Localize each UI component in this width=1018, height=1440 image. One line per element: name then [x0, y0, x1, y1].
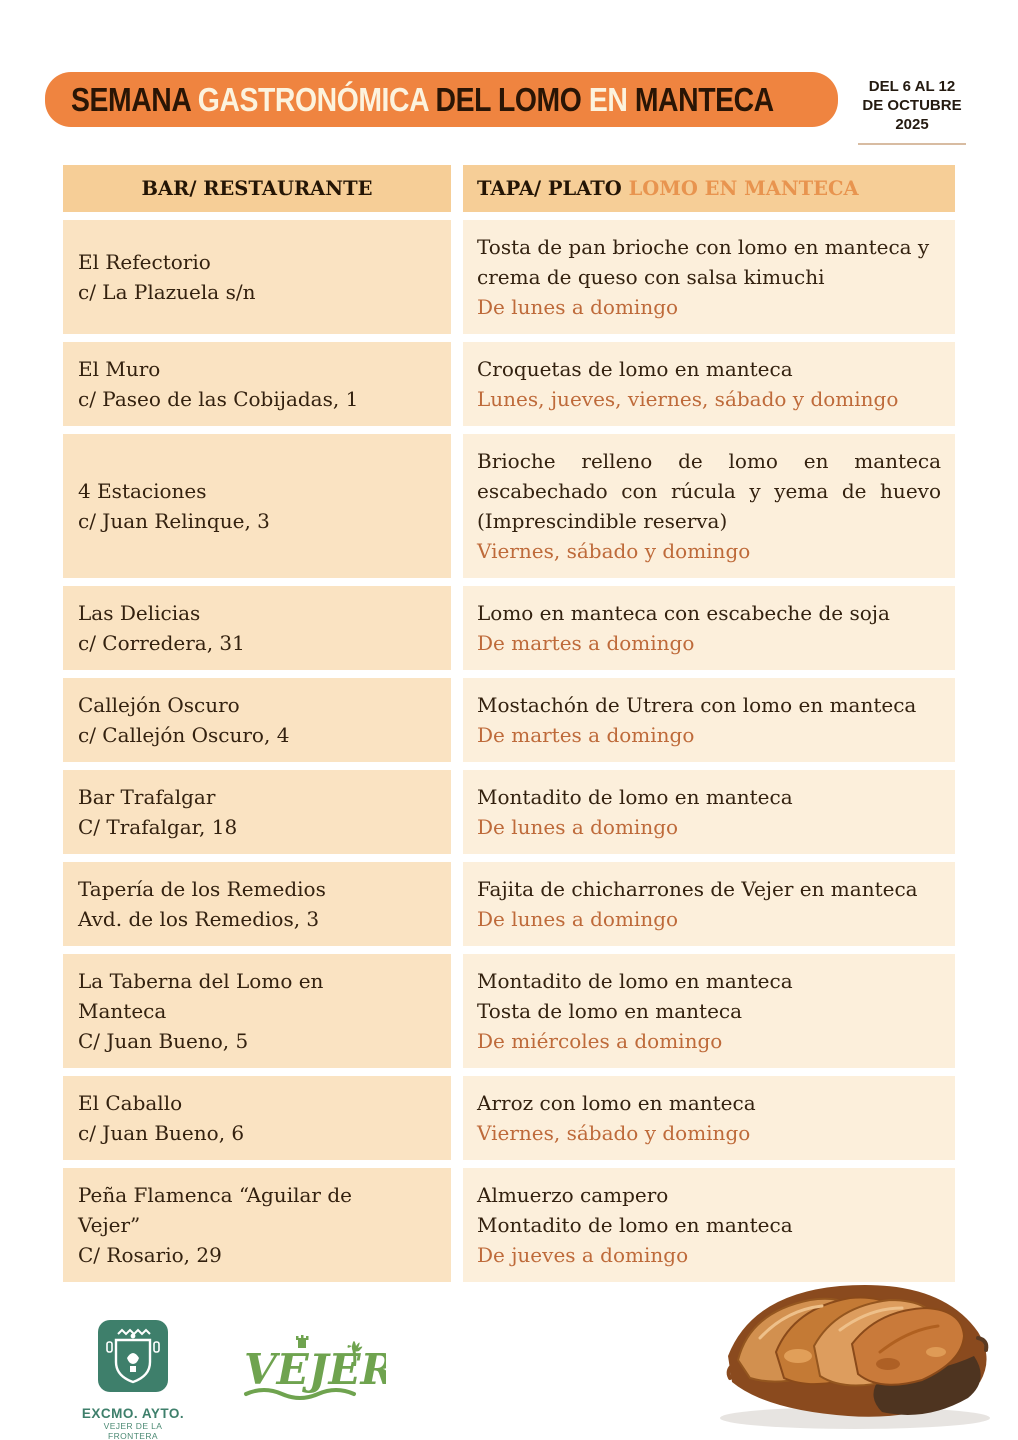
tapa-cell: [463, 954, 955, 1068]
bar-name: 4 Estaciones: [78, 479, 207, 503]
bar-name: Bar Trafalgar: [78, 785, 216, 809]
footer: [78, 1318, 386, 1440]
bar-name: La Taberna del Lomo en Manteca: [78, 969, 324, 1023]
title-segment: SEMANA: [71, 80, 198, 118]
ayuntamiento-logo: [78, 1318, 188, 1440]
bar-cell: [63, 342, 451, 426]
table-row: [63, 862, 955, 946]
table-row: [63, 434, 955, 578]
dish-description: Brioche relleno de lomo en manteca escabechado con rúcula y yema de huevo (Imprescindible reserva): [477, 449, 941, 533]
tapa-cell: [463, 1076, 955, 1160]
bar-name: El Muro: [78, 357, 161, 381]
crest-caption-line2: VEJER DE LA FRONTERA: [103, 1421, 163, 1440]
dish-description: Almuerzo campero: [477, 1183, 669, 1207]
header: [45, 72, 978, 145]
available-days: De miércoles a domingo: [477, 1029, 723, 1053]
bar-name: Las Delicias: [78, 601, 201, 625]
tapa-cell: [463, 678, 955, 762]
table-row: [63, 678, 955, 762]
tapa-cell: [463, 586, 955, 670]
dish-description: Tosta de pan brioche con lomo en manteca y crema de queso con salsa kimuchi: [477, 235, 930, 289]
column-header-lomo-label: LOMO EN MANTECA: [628, 177, 859, 200]
available-days: De lunes a domingo: [477, 815, 679, 839]
bar-cell: [63, 220, 451, 334]
dish-description: Croquetas de lomo en manteca: [477, 357, 793, 381]
bar-name: Callejón Oscuro: [78, 693, 240, 717]
available-days: De lunes a domingo: [477, 295, 679, 319]
available-days: Lunes, jueves, viernes, sábado y domingo: [477, 387, 899, 411]
ayuntamiento-crest-icon: [96, 1318, 170, 1398]
tapa-cell: [463, 220, 955, 334]
bar-address: c/ Juan Bueno, 6: [78, 1121, 245, 1145]
date-line-1: DEL 6 AL 12: [868, 78, 956, 95]
vejer-logo-text: VEJER: [244, 1345, 386, 1394]
bar-address: c/ La Plazuela s/n: [78, 280, 256, 304]
tapa-cell: [463, 342, 955, 426]
dish-description: Mostachón de Utrera con lomo en manteca: [477, 693, 917, 717]
dish-description: Tosta de lomo en manteca: [477, 999, 743, 1023]
title-banner: [45, 72, 838, 127]
table-row: [63, 1076, 955, 1160]
table-row: [63, 954, 955, 1068]
bar-cell: [63, 678, 451, 762]
bar-address: Avd. de los Remedios, 3: [78, 907, 320, 931]
table-body: [63, 220, 955, 1282]
title-segment: EN: [588, 80, 635, 118]
vejer-logo-icon: [236, 1332, 386, 1410]
bar-cell: [63, 586, 451, 670]
bar-cell: [63, 434, 451, 578]
bar-name: El Refectorio: [78, 250, 211, 274]
table-row: [63, 770, 955, 854]
bar-cell: [63, 1076, 451, 1160]
tapa-cell: [463, 434, 955, 578]
crest-caption-line1: EXCMO. AYTO.: [81, 1406, 185, 1421]
column-header-tapa-label: TAPA/ PLATO: [477, 177, 629, 200]
title-segment: DEL LOMO: [435, 80, 589, 118]
bar-cell: [63, 954, 451, 1068]
bar-cell: [63, 770, 451, 854]
dish-description: Montadito de lomo en manteca: [477, 1213, 793, 1237]
dish-description: Montadito de lomo en manteca: [477, 785, 793, 809]
available-days: De jueves a domingo: [477, 1243, 689, 1267]
dish-description: Montadito de lomo en manteca: [477, 969, 793, 993]
meat-photo: [690, 1260, 1010, 1436]
bar-address: c/ Paseo de las Cobijadas, 1: [78, 387, 359, 411]
dish-description: Lomo en manteca con escabeche de soja: [477, 601, 890, 625]
date-badge: [846, 72, 978, 145]
bar-address: C/ Juan Bueno, 5: [78, 1029, 249, 1053]
vejer-logo: [236, 1318, 386, 1414]
bar-address: c/ Callejón Oscuro, 4: [78, 723, 290, 747]
title-segment: MANTECA: [634, 80, 774, 118]
table-row: [63, 586, 955, 670]
available-days: Viernes, sábado y domingo: [477, 1121, 751, 1145]
page-title: [71, 81, 774, 119]
bar-address: c/ Corredera, 31: [78, 631, 245, 655]
bar-name: Tapería de los Remedios: [78, 877, 326, 901]
tapa-cell: [463, 862, 955, 946]
bar-cell: [63, 862, 451, 946]
title-segment: GASTRONÓMICA: [197, 80, 436, 118]
available-days: De lunes a domingo: [477, 907, 679, 931]
table-row: [63, 342, 955, 426]
bar-cell: [63, 1168, 451, 1282]
dish-description: Fajita de chicharrones de Vejer en manteca: [477, 877, 918, 901]
column-header-tapa-plato: [463, 165, 955, 212]
bar-address: C/ Trafalgar, 18: [78, 815, 238, 839]
column-header-bar-restaurante: BAR/ RESTAURANTE: [63, 165, 451, 212]
table-row: [63, 220, 955, 334]
bar-name: Peña Flamenca “Aguilar de Vejer”: [78, 1183, 352, 1237]
table-header-row: [63, 165, 955, 212]
bar-name: El Caballo: [78, 1091, 183, 1115]
tapa-cell: [463, 770, 955, 854]
bar-address: C/ Rosario, 29: [78, 1243, 222, 1267]
available-days: De martes a domingo: [477, 723, 695, 747]
available-days: De martes a domingo: [477, 631, 695, 655]
dish-description: Arroz con lomo en manteca: [477, 1091, 756, 1115]
date-underline: [858, 143, 966, 145]
available-days: Viernes, sábado y domingo: [477, 539, 751, 563]
restaurant-table: [63, 165, 955, 1290]
bar-address: c/ Juan Relinque, 3: [78, 509, 270, 533]
date-line-2: DE OCTUBRE 2025: [862, 96, 962, 133]
